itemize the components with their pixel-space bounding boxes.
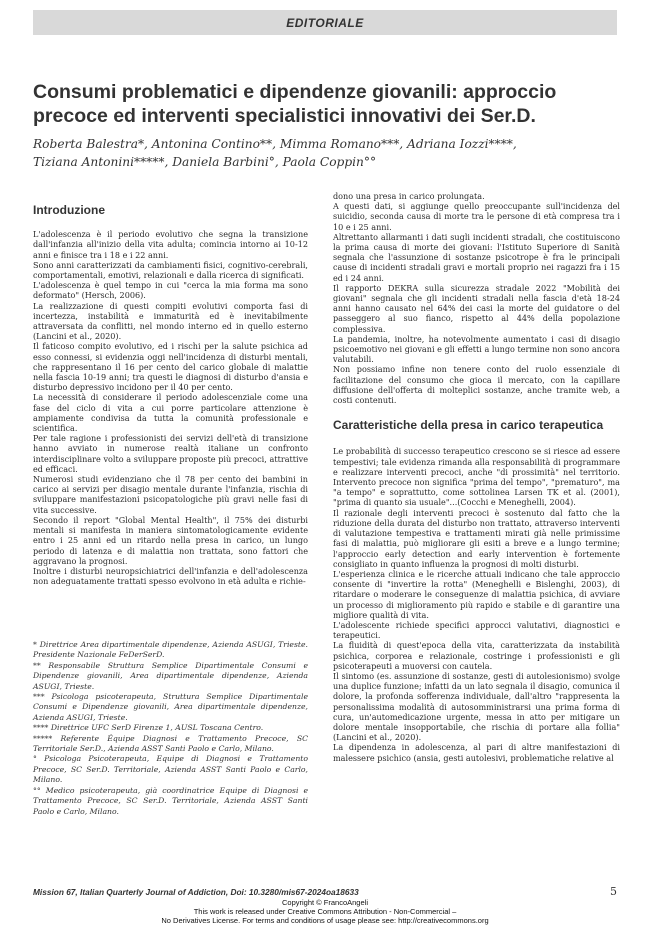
- footnote: ** Responsabile Struttura Semplice Dipartimentale Consumi e Dipendenze giovanili, Area dipartimentale dipendenze, Azienda ASUGI, Trieste.: [33, 660, 308, 691]
- footnote: ***** Referente Équipe Diagnosi e Trattamento Precoce, SC Territoriale Ser.D., Azienda ASST Santi Paolo e Carlo, Milano.: [33, 733, 308, 754]
- license-line: No Derivatives License. For terms and conditions of usage please see: http://creativecommons.org: [161, 916, 489, 925]
- paragraph: La necessità di considerare il periodo adolescenziale come una fase del ciclo di vita a cui porre particolare attenzione è ampiamente condivisa da tutta la comunità professionale e scientifica.: [33, 392, 308, 434]
- page-footer: [33, 887, 617, 898]
- left-column: [33, 205, 308, 586]
- paragraph: Sono anni caratterizzati da cambiamenti fisici, cognitivo-cerebrali, comportamentali, emotivi, relazionali e dalla ricerca di significati.: [33, 259, 308, 281]
- paragraph: Il razionale degli interventi precoci è sostenuto dal fatto che la riduzione della durata del disturbo non trattato, attraverso interventi di valutazione tempestiva e trattamenti mirati già nelle primissime fasi di malattia, può migliorare gli esiti a breve e a lungo termine; l'approccio early detection and early intervention è fortemente consigliato in quanto influenza la prognosi di molti disturbi.: [333, 507, 620, 569]
- paragraph: La dipendenza in adolescenza, al pari di altre manifestazioni di malessere psichico (ansia, gesti autolesivi, problematiche relative al: [333, 742, 620, 763]
- paragraph: La fluidità di quest'epoca della vita, caratterizzata da instabilità psichica, corporea e relazionale, costringe i professionisti e gli psicoterapeuti a muoversi con cautela.: [333, 640, 620, 671]
- footnote: **** Direttrice UFC SerD Firenze 1, AUSL Toscana Centro.: [33, 723, 264, 733]
- footnote: *** Psicologa psicoterapeuta, Struttura Semplice Dipartimentale Consumi e Dipendenze giovanili, Area dipartimentale dipendenze, Azienda ASUGI, Trieste.: [33, 692, 308, 722]
- paragraph: La realizzazione di questi compiti evolutivi comporta fasi di incertezza, instabilità e immaturità ed è inevitabilmente attraversata da conflitti, nel mondo interno ed in quello esterno (Lancini et al., 2020).: [33, 300, 308, 342]
- paragraph: Le probabilità di successo terapeutico crescono se si riesce ad essere tempestivi; tale evidenza rimanda alla responsabilità di programmare e realizzare interventi precoci, anche "di prossimità" nel territorio. Intervento precoce non significa "prima del tempo", "prematuro", ma "a tempo" e soprattutto, come sottolinea Larsen TK et al. (2001), "prima di quanto sia usuale"...(Cocchi e Meneghelli, 2004).: [333, 446, 620, 508]
- paragraph: Per tale ragione i professionisti dei servizi dell'età di transizione hanno avviato in numerose realtà italiane un confronto interdisciplinare volto a sviluppare proposte più precoci, attrattive ed efficaci.: [33, 433, 308, 474]
- authors-line: Roberta Balestra*, Antonina Contino**, Mimma Romano***, Adriana Iozzi****,: [33, 137, 517, 151]
- copyright-line: Copyright © FrancoAngeli: [282, 898, 368, 907]
- footnote: °° Medico psicoterapeuta, già coordinatrice Equipe di Diagnosi e Trattamento Precoce, SC Ser.D. Territoriale, Azienda ASST Santi Paolo e Carlo, Milano.: [33, 785, 308, 816]
- paragraph: Inoltre i disturbi neuropsichiatrici dell'infanzia e dell'adolescenza non adeguatamente trattati spesso evolvono in età adulta e richie-: [33, 565, 308, 587]
- paragraph: Altrettanto allarmanti i dati sugli incidenti stradali, che costituiscono la prima causa di morte dei giovani: l'Istituto Superiore di Sanità segnala che l'assunzione di sostanze psicotrope è fra le principali cause di incidenti stradali gravi e mortali proprio nei ragazzi fra i 15 ed i 24 anni.: [333, 231, 620, 283]
- paragraph: La pandemia, inoltre, ha notevolmente aumentato i casi di disagio psicoemotivo nei giovani e gli effetti a lungo termine non sono ancora valutabili.: [333, 333, 620, 365]
- paragraph: Il sintomo (es. assunzione di sostanze, gesti di autolesionismo) svolge una duplice funzione; infatti da un lato segnala il disagio, comunica il dolore, la profonda sofferenza individuale, dall'altro "rappresenta la personalissima modalità di autosomministrarsi una prima forma di cura, un'automedicazione urgente, messa in atto per mitigare un dolore mentale insopportabile, che rischia di portare alla follia" (Lancini et al., 2020).: [333, 670, 620, 743]
- paragraph: L'adolescenza è il periodo evolutivo che segna la transizione dall'infanzia all'inizio della vita adulta; comincia intorno ai 10-12 anni e finisce tra i 18 e i 22 anni.: [33, 229, 308, 260]
- section-heading-introduzione: Introduzione: [33, 203, 105, 217]
- paragraph: L'adolescenza è quel tempo in cui "cerca la mia forma ma sono deformato" (Hersch, 2006).: [33, 280, 308, 301]
- paragraph: L'esperienza clinica e le ricerche attuali indicano che tale approccio consente di "invertire la rotta" (Meneghelli e Bislenghi, 2003), di ritardare o moderare le conseguenze di malattia psichica, di avviare un processo di miglioramento più rapido e stabile e di garantire una migliore qualità di vita.: [333, 568, 620, 620]
- paragraph: Il faticoso compito evolutivo, ed i rischi per la salute psichica ad esso connessi, si evidenzia oggi nell'incidenza di disturbi mentali, che rappresentano il 16 per cento del carico globale di malattie nella fascia 10-19 anni; tra questi le diagnosi di disturbo d'ansia e disturbo depressivo incidono per il 40 per cento.: [33, 341, 308, 393]
- authors-line: Tiziana Antonini*****, Daniela Barbini°, Paola Coppin°°: [33, 155, 377, 169]
- copyright-notice: [0, 898, 650, 925]
- section-heading-caratteristiche: Caratteristiche della presa in carico terapeutica: [333, 418, 604, 433]
- affiliation-footnotes: [33, 640, 308, 817]
- footnote: ° Psicologa Psicoterapeuta, Equipe di Diagnosi e Trattamento Precoce, SC Ser.D. Territoriale, Azienda ASST Santi Paolo e Carlo, Milano.: [33, 754, 308, 785]
- page-number: 5: [610, 885, 617, 898]
- authors: [33, 135, 623, 171]
- paragraph: dono una presa in carico prolungata.: [333, 191, 485, 201]
- footnote: * Direttrice Area dipartimentale dipendenze, Azienda ASUGI, Trieste. Presidente Nazionale FeDerSerD.: [33, 640, 308, 660]
- section-label-bar: [33, 10, 617, 35]
- paragraph: L'adolescente richiede specifici approcci valutativi, diagnostici e terapeutici.: [333, 619, 620, 641]
- journal-citation: Mission 67, Italian Quarterly Journal of Addiction, Doi: 10.3280/mis67-2024oa18633: [33, 887, 359, 897]
- section-label: EDITORIALE: [286, 15, 364, 30]
- license-line: This work is released under Creative Commons Attribution - Non-Commercial –: [193, 907, 457, 916]
- paragraph: Numerosi studi evidenziano che il 78 per cento dei bambini in carico ai servizi per disagio mentale durante l'infanzia, rischia di sviluppare manifestazioni psicopatologiche più gravi nelle fasi di vita successive.: [33, 474, 308, 515]
- paragraph: Secondo il report "Global Mental Health", il 75% dei disturbi mentali si manifesta in maniera sintomatologicamente evidente entro i 25 anni ed un ritardo nella presa in carico, un lungo periodo di latenza e di malattia non trattata, sono fattori che aggravano la prognosi.: [33, 514, 308, 566]
- paragraph: Non possiamo infine non tenere conto del ruolo essenziale di facilitazione del consumo che gioca il mercato, con la capillare diffusione dell'offerta di molteplici sostanze, anche tramite web, a costi contenuti.: [333, 364, 620, 406]
- paragraph: A questi dati, si aggiunge quello preoccupante sull'incidenza del suicidio, seconda causa di morte tra le persone di età compresa tra i 10 e i 25 anni.: [333, 201, 620, 232]
- paragraph: Il rapporto DEKRA sulla sicurezza stradale 2022 "Mobilità dei giovani" segnala che gli incidenti stradali nella fascia d'età 18-24 anni hanno causato nel 64% dei casi la morte del guidatore o del passeggero al suo fianco, rispetto al 44% della popolazione complessiva.: [333, 282, 620, 334]
- right-column: [333, 191, 620, 763]
- article-title: Consumi problematici e dipendenze giovanili: approccio precoce ed interventi specialistici innovativi dei Ser.D.: [33, 81, 557, 127]
